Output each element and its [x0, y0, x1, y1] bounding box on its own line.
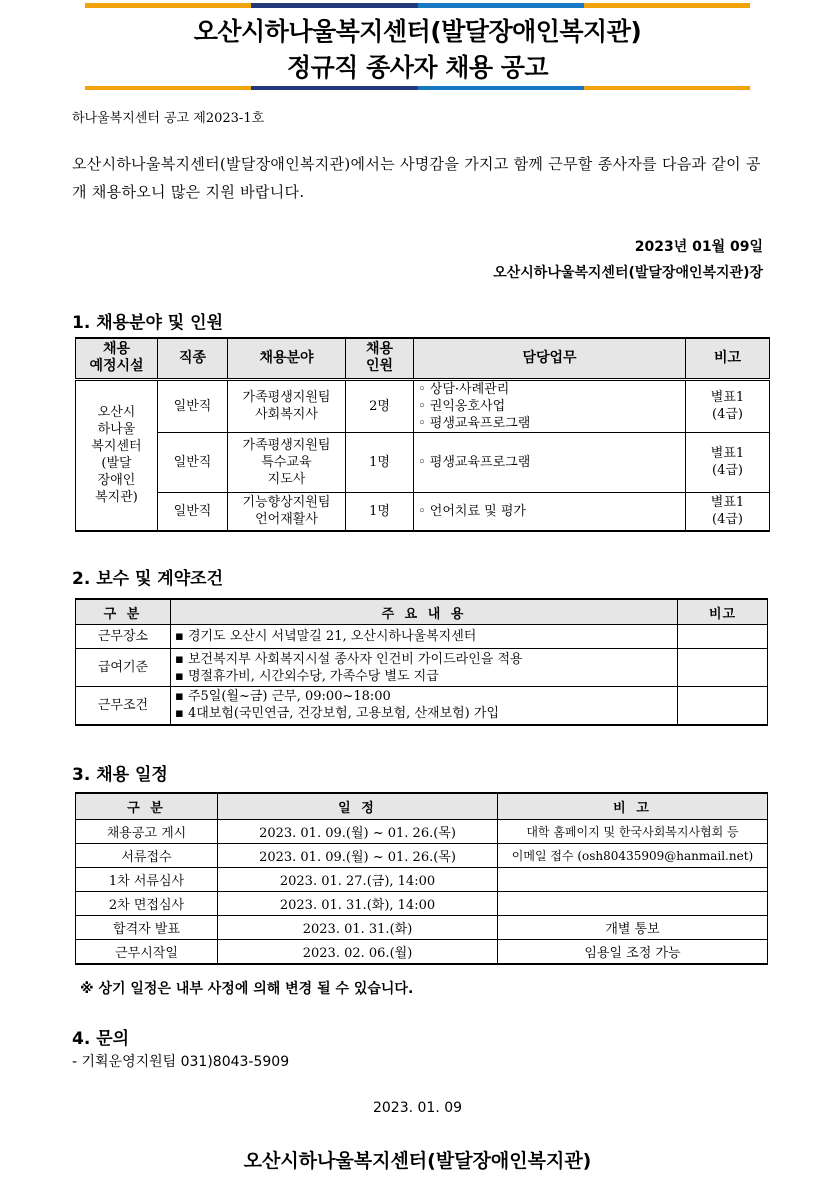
header-category: 구 분 [76, 599, 171, 625]
remark-cell [678, 687, 768, 725]
category-cell: 근무시작일 [76, 940, 218, 965]
category-cell: 서류접수 [76, 844, 218, 868]
remark-cell [678, 625, 768, 649]
section3-heading: 3. 채용 일정 [72, 765, 168, 785]
field-cell: 가족평생지원팀 특수교육 지도사 [228, 432, 346, 492]
job-type-cell: 일반직 [158, 379, 228, 432]
remark-cell: 임용일 조정 가능 [498, 940, 768, 965]
header-count: 채용 인원 [346, 338, 414, 379]
bottom-color-bar [85, 86, 750, 90]
schedule-cell: 2023. 01. 09.(월) ~ 01. 26.(목) [218, 820, 498, 844]
bottom-bar-blue [418, 86, 584, 90]
top-bar-orange [85, 3, 251, 8]
table-row [76, 820, 768, 844]
content-item: ▪ 보건복지부 사회복지시설 종사자 인건비 가이드라인을 적용 [175, 651, 523, 667]
content-item: ▪ 4대보험(국민연금, 건강보험, 고용보험, 산재보험) 가입 [175, 706, 500, 722]
header-remark: 비고 [678, 599, 768, 625]
remark-cell: 대학 홈페이지 및 한국사회복지사협회 등 [498, 820, 768, 844]
announcement-date: 2023년 01월 09일 [634, 239, 763, 255]
duties-cell [414, 379, 686, 432]
table-row [76, 940, 768, 965]
duties-cell [414, 492, 686, 531]
category-cell: 근무장소 [76, 625, 171, 649]
content-item: ▪ 경기도 오산시 서녘말길 21, 오산시하나울복지센터 [175, 629, 477, 644]
count-cell: 2명 [346, 379, 414, 432]
contact-info: - 기획운영지원팀 031)8043-5909 [72, 1054, 290, 1070]
notice-number: 하나울복지센터 공고 제2023-1호 [72, 111, 265, 126]
category-cell: 근무조건 [76, 687, 171, 725]
remark-cell [498, 868, 768, 892]
category-cell: 2차 면접심사 [76, 892, 218, 916]
content-item: ▪ 명절휴가비, 시간외수당, 가족수당 별도 지급 [175, 668, 439, 684]
bottom-bar-navy [251, 86, 417, 90]
duty-item: ◦ 평생교육프로그램 [418, 454, 531, 470]
header-content: 주 요 내 용 [171, 599, 678, 625]
recruitment-table [75, 337, 770, 532]
remark-cell: 별표1 (4급) [686, 492, 770, 531]
facility-cell: 오산시 하나울 복지센터 (발달 장애인 복지관) [76, 379, 158, 531]
remark-cell: 별표1 (4급) [686, 379, 770, 432]
schedule-cell: 2023. 01. 31.(화) [218, 916, 498, 940]
duty-item: ◦ 상담·사례관리 [418, 381, 510, 397]
content-item: ▪ 주5일(월~금) 근무, 09:00~18:00 [175, 689, 391, 705]
conditions-table [75, 598, 768, 726]
content-cell [171, 649, 678, 687]
top-bar-blue [418, 3, 584, 8]
table-row [76, 916, 768, 940]
top-bar-navy [251, 3, 417, 8]
footer-organization: 오산시하나울복지센터(발달장애인복지관) [243, 1150, 592, 1172]
table-row [76, 687, 768, 725]
header-field: 채용분야 [228, 338, 346, 379]
top-bar-orange-2 [584, 3, 750, 8]
intro-paragraph: 오산시하나울복지센터(발달장애인복지관)에서는 사명감을 가지고 함께 근무할 종사자를 다음과 같이 공개 채용하오니 많은 지원 바랍니다. [72, 155, 761, 201]
field-cell: 가족평생지원팀 사회복지사 [228, 379, 346, 432]
title-line2: 정규직 종사자 채용 공고 [286, 53, 549, 82]
table-row [76, 625, 768, 649]
table-row [76, 379, 770, 432]
header-category: 구 분 [76, 793, 218, 820]
field-cell: 기능향상지원팀 언어재활사 [228, 492, 346, 531]
job-type-cell: 일반직 [158, 492, 228, 531]
header-job-type: 직종 [158, 338, 228, 379]
schedule-cell: 2023. 01. 09.(월) ~ 01. 26.(목) [218, 844, 498, 868]
header-duties: 담당업무 [414, 338, 686, 379]
signer: 오산시하나울복지센터(발달장애인복지관)장 [493, 265, 763, 281]
table-row [76, 492, 770, 531]
header-remark: 비고 [686, 338, 770, 379]
bottom-bar-orange [85, 86, 251, 90]
remark-cell: 개별 통보 [498, 916, 768, 940]
content-cell [171, 625, 678, 649]
table-row [76, 892, 768, 916]
section2-heading: 2. 보수 및 계약조건 [72, 569, 223, 589]
schedule-cell: 2023. 02. 06.(월) [218, 940, 498, 965]
schedule-note: ※ 상기 일정은 내부 사정에 의해 변경 될 수 있습니다. [80, 981, 414, 997]
header-facility: 채용 예정시설 [76, 338, 158, 379]
remark-cell: 별표1 (4급) [686, 432, 770, 492]
job-type-cell: 일반직 [158, 432, 228, 492]
section4-heading: 4. 문의 [72, 1029, 130, 1049]
remark-cell [678, 649, 768, 687]
remark-cell: 이메일 접수 (osh80435909@hanmail.net) [498, 844, 768, 868]
schedule-table [75, 792, 768, 965]
schedule-cell: 2023. 01. 27.(금), 14:00 [218, 868, 498, 892]
table-row [76, 432, 770, 492]
bottom-bar-orange-2 [584, 86, 750, 90]
schedule-cell: 2023. 01. 31.(화), 14:00 [218, 892, 498, 916]
category-cell: 급여기준 [76, 649, 171, 687]
header-schedule: 일 정 [218, 793, 498, 820]
footer-date: 2023. 01. 09 [372, 1100, 463, 1116]
table-row [76, 844, 768, 868]
duties-cell [414, 432, 686, 492]
duty-item: ◦ 언어치료 및 평가 [418, 503, 526, 519]
top-color-bar [85, 3, 750, 8]
category-cell: 1차 서류심사 [76, 868, 218, 892]
content-cell [171, 687, 678, 725]
category-cell: 채용공고 게시 [76, 820, 218, 844]
section1-heading: 1. 채용분야 및 인원 [72, 313, 223, 333]
table-row [76, 868, 768, 892]
remark-cell [498, 892, 768, 916]
header-remark: 비 고 [498, 793, 768, 820]
count-cell: 1명 [346, 432, 414, 492]
title-line1: 오산시하나울복지센터(발달장애인복지관) [193, 17, 642, 46]
duty-item: ◦ 권익옹호사업 [418, 398, 506, 414]
duty-item: ◦ 평생교육프로그램 [418, 415, 531, 431]
category-cell: 합격자 발표 [76, 916, 218, 940]
count-cell: 1명 [346, 492, 414, 531]
table-row [76, 649, 768, 687]
